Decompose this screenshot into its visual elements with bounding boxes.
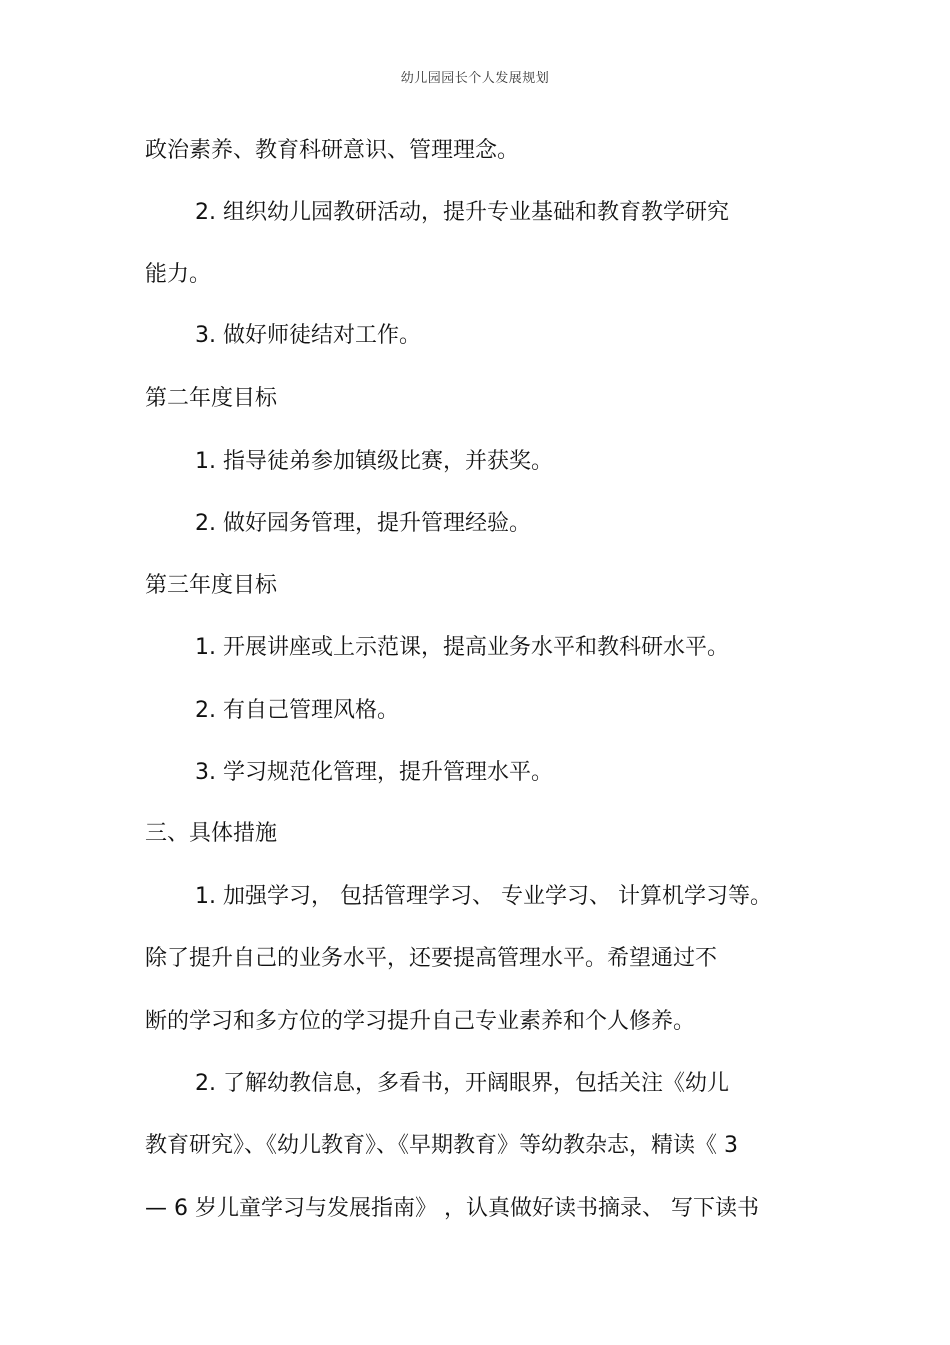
text-line: 3. 学习规范化管理，提升管理水平。	[195, 760, 553, 785]
text-line: — 6 岁儿童学习与发展指南》 ，认真做好读书摘录、 写下读书	[145, 1196, 759, 1221]
text-line: 2. 组织幼儿园教研活动，提升专业基础和教育教学研究	[195, 200, 729, 225]
text-line: 2. 了解幼教信息，多看书，开阔眼界，包括关注《幼儿	[195, 1071, 729, 1096]
text-line: 政治素养、教育科研意识、管理理念。	[145, 138, 520, 163]
text-line: 1. 开展讲座或上示范课，提高业务水平和教科研水平。	[195, 635, 729, 660]
section-heading: 第二年度目标	[145, 386, 278, 411]
page-header: 幼儿园园长个人发展规划	[400, 71, 550, 86]
text-line: 1. 指导徒弟参加镇级比赛，并获奖。	[195, 449, 553, 474]
section-heading: 第三年度目标	[145, 573, 278, 598]
text-line: 3. 做好师徒结对工作。	[195, 323, 421, 348]
text-line: 教育研究》、《幼儿教育》、《早期教育》等幼教杂志，精读《 3	[145, 1133, 738, 1158]
section-heading: 三、具体措施	[145, 821, 278, 846]
text-line: 2. 有自己管理风格。	[195, 698, 399, 723]
text-line: 除了提升自己的业务水平，还要提高管理水平。希望通过不	[145, 946, 718, 971]
text-line: 断的学习和多方位的学习提升自己专业素养和个人修养。	[145, 1009, 696, 1034]
text-line: 1. 加强学习， 包括管理学习、 专业学习、 计算机学习等。	[195, 884, 772, 909]
text-line: 能力。	[145, 262, 212, 287]
text-line: 2. 做好园务管理，提升管理经验。	[195, 511, 531, 536]
